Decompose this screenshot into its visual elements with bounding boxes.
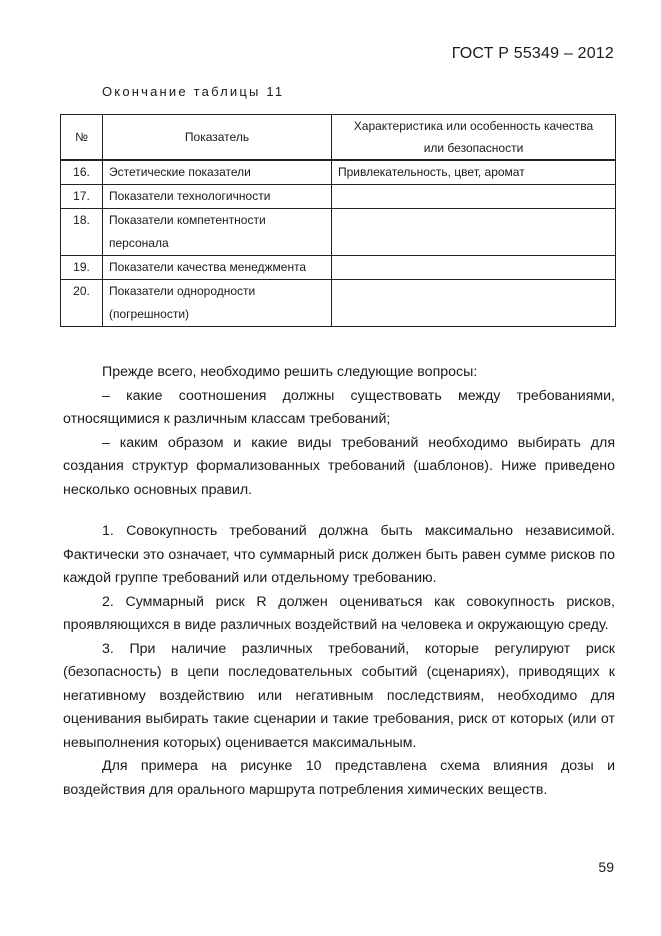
table-row: [61, 256, 616, 280]
row-indicator: Показатели качества менеджмента: [103, 256, 332, 280]
table-row: [61, 280, 616, 327]
row-indicator: Показатели однородности (погрешности): [103, 280, 332, 327]
row-indicator: Показатели компетентности персонала: [103, 209, 332, 256]
table-row: [61, 209, 616, 256]
example-paragraph: Для примера на рисунке 10 представлена схема влияния дозы и воздействия для орального маршрута потребления химических веществ.: [63, 758, 615, 798]
table-row: [61, 185, 616, 209]
body-text: [63, 361, 615, 802]
row-number: 19.: [61, 256, 103, 280]
row-characteristic: [332, 209, 616, 256]
rule-paragraph: 1. Совокупность требований должна быть максимально независимой. Фактически это означает, что суммарный риск должен быть равен сумме рисков по каждой группе требований или отдельному требованию.: [63, 523, 615, 586]
intro-paragraph: Прежде всего, необходимо решить следующие вопросы:: [102, 364, 478, 380]
row-indicator: Показатели технологичности: [103, 185, 332, 209]
row-number: 16.: [61, 160, 103, 185]
row-number: 20.: [61, 280, 103, 327]
bullet-paragraph: – какие соотношения должны существовать между требованиями, относящимися к различным классам требований;: [63, 387, 615, 427]
row-characteristic: Привлекательность, цвет, аромат: [332, 160, 616, 185]
header-number: №: [61, 115, 103, 161]
row-characteristic: [332, 280, 616, 327]
row-number: 18.: [61, 209, 103, 256]
document-header: ГОСТ Р 55349 – 2012: [451, 45, 614, 62]
bullet-paragraph: – каким образом и какие виды требований необходимо выбирать для создания структур формализованных требований (шаблонов). Ниже приведено несколько основных правил.: [63, 434, 615, 498]
rule-paragraph: 3. При наличие различных требований, которые регулируют риск (безопасность) в цепи последовательных событий (сценариях), приводящих к негативному воздействию или негативным последствиям, необходимо для оценивания выбирать такие сценарии и такие требования, риск от которых (или от невыполнения которых) оценивается максимальным.: [63, 640, 615, 751]
row-characteristic: [332, 185, 616, 209]
header-characteristic: Характеристика или особенность качества или безопасности: [332, 115, 616, 161]
table-header-row: [61, 115, 616, 161]
row-indicator: Эстетические показатели: [103, 160, 332, 185]
row-characteristic: [332, 256, 616, 280]
table-caption: Окончание таблицы 11: [102, 84, 285, 99]
table-row: [61, 160, 616, 185]
page-number: 59: [598, 859, 614, 875]
rule-paragraph: 2. Суммарный риск R должен оцениваться как совокупность рисков, проявляющихся в виде различных воздействий на человека и окружающую среду.: [63, 593, 615, 633]
header-indicator: Показатель: [103, 115, 332, 161]
indicators-table: [60, 114, 616, 327]
row-number: 17.: [61, 185, 103, 209]
